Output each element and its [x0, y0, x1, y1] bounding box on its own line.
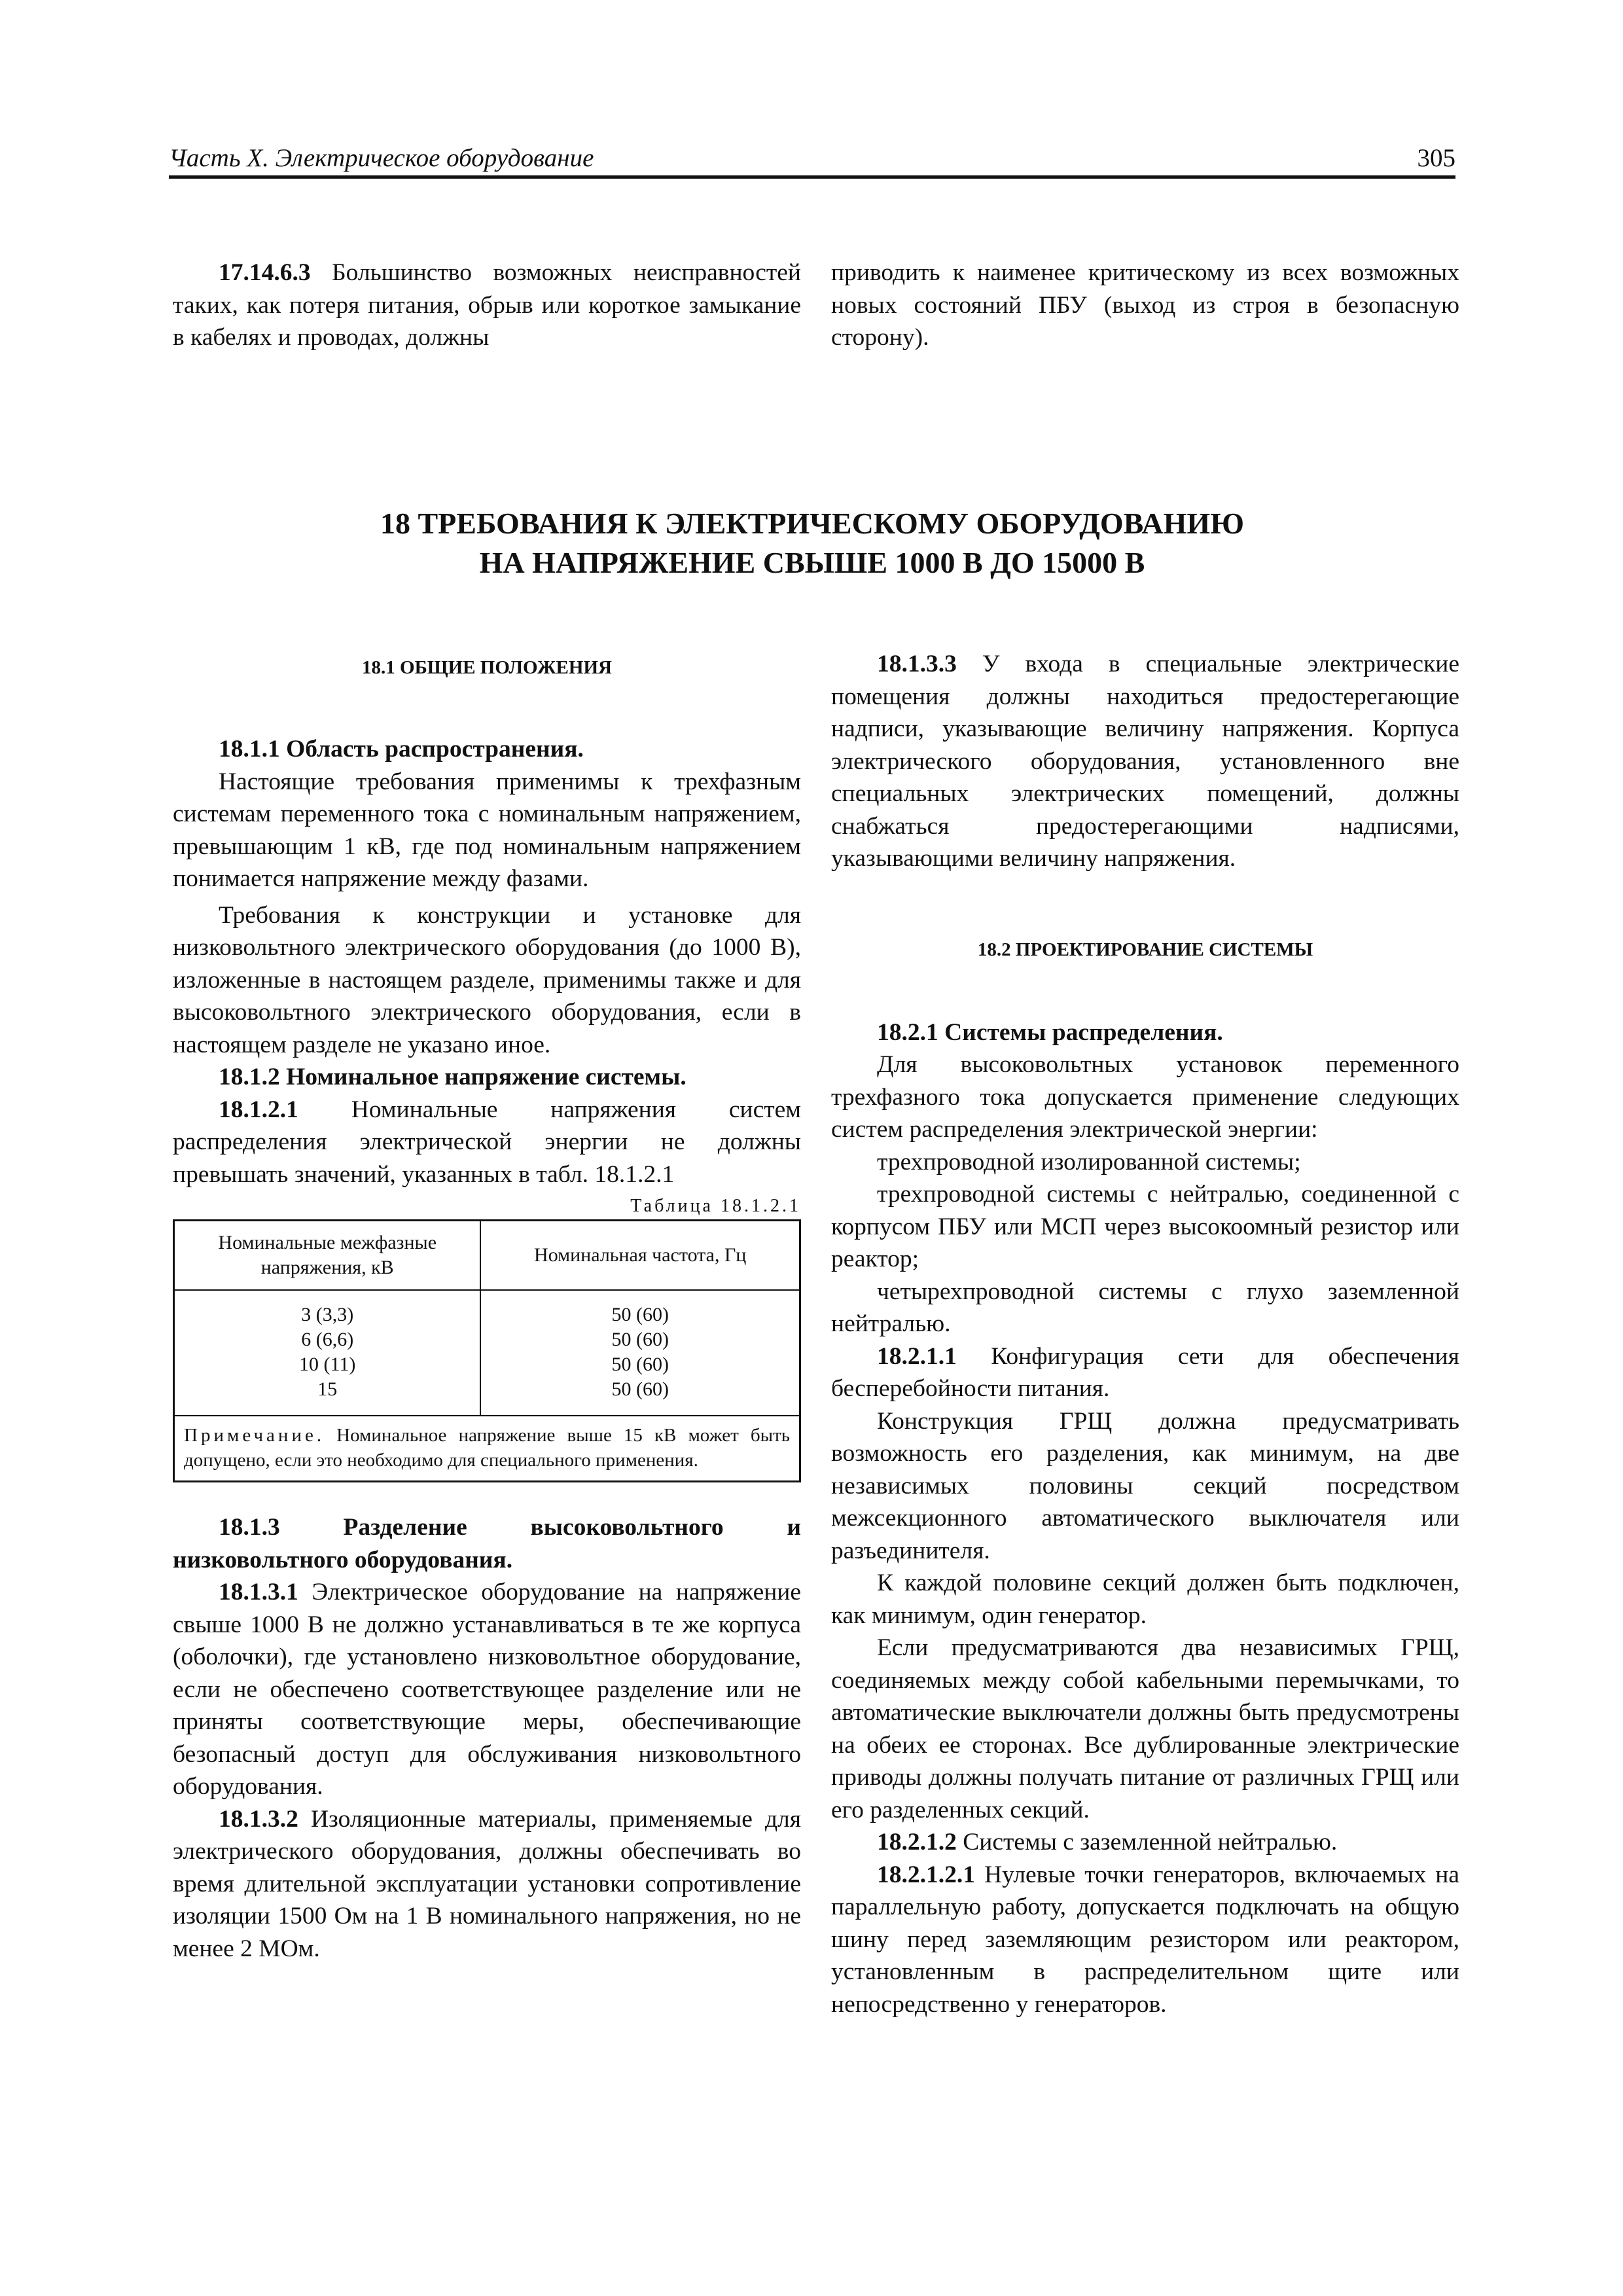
paragraph-18-1-3-3: 18.1.3.3 У входа в специальные электрические помещения должны находиться предостерегающие надписи, указывающие величину напряжения. Корпуса электрического оборудования, установленного вне специальных электрических помещений, должны снабжаться предостерегающими надписями, указывающими величину напряжения. — [831, 651, 1459, 872]
table-note-row — [174, 1416, 800, 1482]
list-item: трехпроводной системы с нейтралью, соединенной с корпусом ПБУ или МСП через высокоомный резистор или реактор; — [831, 1181, 1459, 1272]
table-cell: 50 (60) — [611, 1354, 669, 1375]
paragraph-18-2-1-2-1: 18.2.1.2.1 Нулевые точки генераторов, включаемых на параллельную работу, допускается подключать на общую шину перед заземляющим резистором или реактором, установленным в распределительном щите или непосредственно у генераторов. — [831, 1861, 1459, 2018]
table-row — [174, 1352, 800, 1377]
table-cell: 50 (60) — [611, 1378, 669, 1400]
list-item: четырехпроводной системы с глухо заземленной нейтралью. — [831, 1278, 1459, 1337]
heading-18-1: 18.1 ОБЩИЕ ПОЛОЖЕНИЯ — [362, 657, 612, 678]
table-row — [174, 1327, 800, 1352]
page-number: 305 — [1417, 144, 1455, 172]
top-right-column — [831, 257, 1459, 354]
section-title-line1: 18 ТРЕБОВАНИЯ К ЭЛЕКТРИЧЕСКОМУ ОБОРУДОВАНИЮ — [380, 507, 1244, 540]
running-header — [169, 143, 1455, 174]
paragraph: Настоящие требования применимы к трехфазным системам переменного тока с номинальным напряжением, превышающим 1 кВ, где под номинальным напряжением понимается напряжение между фазами. — [173, 768, 801, 892]
heading-18-1-2: 18.1.2 Номинальное напряжение системы. — [219, 1064, 687, 1090]
paragraph-continuation: приводить к наименее критическому из всех возможных новых состояний ПБУ (выход из строя в безопасную сторону). — [831, 259, 1459, 351]
heading-18-1-1: 18.1.1 Область распространения. — [219, 736, 584, 762]
header-title: Часть X. Электрическое оборудование — [169, 144, 594, 172]
top-left-column — [173, 257, 801, 354]
paragraph: Конструкция ГРЩ должна предусматривать возможность его разделения, как минимум, на две независимых половины секций посредством межсекционного автоматического выключателя или разъединителя. — [831, 1407, 1459, 1564]
section-title — [169, 504, 1455, 583]
paragraph-18-1-3-1: 18.1.3.1 Электрическое оборудование на напряжение свыше 1000 В не должно устанавливаться в те же корпуса (оболочки), где установлено низковольтное оборудование, если не обеспечено соответствующее разделение или не приняты соответствующие меры, обеспечивающие безопасный доступ для обслуживания низковольтного оборудования. — [173, 1579, 801, 1800]
table-cell: 10 (11) — [174, 1352, 481, 1377]
left-column — [173, 655, 801, 1965]
table-cell: 3 (3,3) — [174, 1290, 481, 1327]
table-row — [174, 1290, 800, 1327]
right-column — [831, 648, 1459, 2020]
heading-18-2-1: 18.2.1 Системы распределения. — [877, 1018, 1223, 1046]
section-title-line2: НА НАПРЯЖЕНИЕ СВЫШЕ 1000 В ДО 15000 В — [479, 546, 1145, 579]
paragraph-18-1-2-1: 18.1.2.1 Номинальные напряжения систем распределения электрической энергии не должны превышать значений, указанных в табл. 18.1.2.1 — [173, 1096, 801, 1188]
table-row — [174, 1377, 800, 1416]
heading-18-2: 18.2 ПРОЕКТИРОВАНИЕ СИСТЕМЫ — [977, 939, 1313, 960]
paragraph: К каждой половине секций должен быть подключен, как минимум, один генератор. — [831, 1570, 1459, 1629]
paragraph-18-2-1-1: 18.2.1.1 Конфигурация сети для обеспечения бесперебойности питания. — [831, 1342, 1459, 1402]
paragraph-18-1-3-2: 18.1.3.2 Изоляционные материалы, применяемые для электрического оборудования, должны обеспечивать во время длительной эксплуатации установки сопротивление изоляции 1500 Ом на 1 В номинального напряжения, но не менее 2 МОм. — [173, 1805, 801, 1962]
paragraph: Если предусматриваются два независимых ГРЩ, соединяемых между собой кабельными перемычками, то автоматические выключатели должны быть предусмотрены на обеих ее сторонах. Все дублированные электрические приводы должны получать питание от различных ГРЩ или его разделенных секций. — [831, 1634, 1459, 1823]
table-header-voltage: Номинальные межфазные напряжения, кВ — [174, 1221, 481, 1291]
heading-18-1-3: 18.1.3 Разделение высоковольтного и низковольтного оборудования. — [173, 1514, 801, 1573]
table-cell: 50 (60) — [611, 1329, 669, 1350]
voltage-table — [173, 1219, 801, 1482]
paragraph-18-2-1-2: 18.2.1.2 Системы с заземленной нейтралью. — [877, 1829, 1338, 1856]
table-note: Примечание. Номинальное напряжение выше 15 кВ может быть допущено, если это необходимо для специального применения. — [174, 1416, 800, 1482]
paragraph-17-14-6-3: 17.14.6.3 Большинство возможных неисправностей таких, как потеря питания, обрыв или короткое замыкание в кабелях и проводах, должны — [173, 259, 801, 351]
table-cell: 6 (6,6) — [174, 1327, 481, 1352]
table-header-frequency: Номинальная частота, Гц — [480, 1221, 800, 1291]
clause-number: 17.14.6.3 — [219, 259, 311, 286]
table-cell: 15 — [174, 1377, 481, 1416]
table-cell: 50 (60) — [611, 1304, 669, 1325]
header-rule — [169, 175, 1455, 179]
paragraph: Для высоковольтных установок переменного трехфазного тока допускается применение следующих систем распределения электрической энергии: — [831, 1051, 1459, 1143]
paragraph: Требования к конструкции и установке для низковольтного электрического оборудования (до 1000 В), изложенные в настоящем разделе, применимы также и для высоковольтного электрического оборудования, если в настоящем разделе не указано иное. — [173, 901, 801, 1058]
table-caption: Таблица 18.1.2.1 — [630, 1196, 801, 1216]
list-item: трехпроводной изолированной системы; — [877, 1148, 1301, 1175]
